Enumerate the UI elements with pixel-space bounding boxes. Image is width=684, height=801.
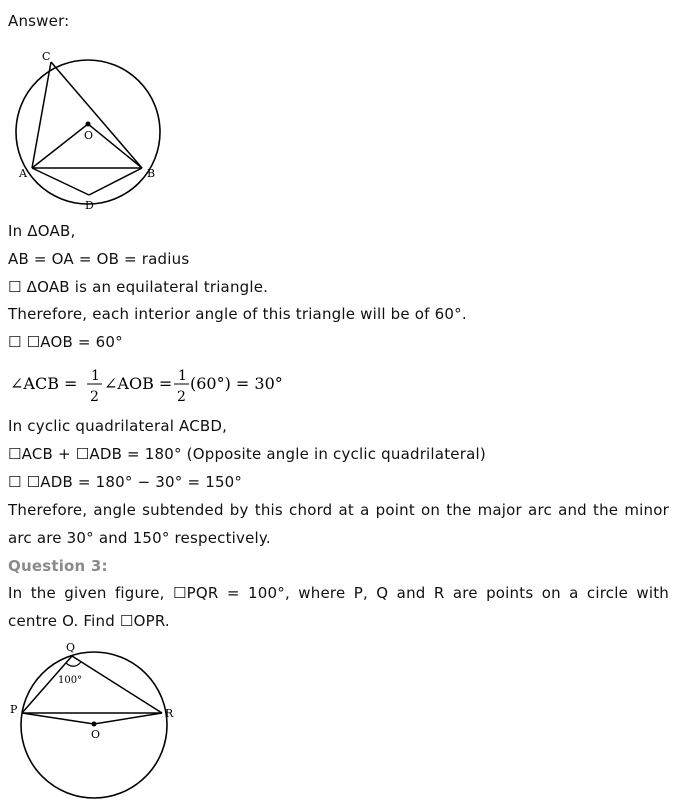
text-line-3: ☐ ΔOAB is an equilateral triangle. (8, 278, 269, 296)
formula-num1: 1 (91, 368, 100, 384)
label-c: C (42, 50, 51, 63)
angle-formula (8, 366, 308, 414)
label-d: D (85, 199, 94, 212)
radius-oa (32, 124, 88, 168)
formula-den1: 2 (90, 389, 99, 405)
text-line-6: In cyclic quadrilateral ACBD, (8, 417, 228, 435)
answer-label: Answer: (8, 12, 70, 30)
label-q: Q (66, 641, 76, 654)
formula-lhs: ∠ACB = (10, 374, 78, 393)
label-p: P (10, 703, 18, 716)
text-line-7: ☐ACB + ☐ADB = 180° (Opposite angle in cyclic quadrilateral) (8, 445, 486, 463)
text-line-9: Therefore, angle subtended by this chord at a point on the major arc and the minor (8, 501, 669, 519)
circle-figure-pqr (8, 640, 178, 801)
label-a: A (19, 167, 27, 180)
circle-figure-acbd (14, 46, 164, 216)
label-b: B (147, 167, 156, 180)
text-line-4: Therefore, each interior angle of this triangle will be of 60°. (8, 305, 467, 323)
text-line-1: In ΔOAB, (8, 222, 76, 240)
question-line-1: In the given figure, ☐PQR = 100°, where P, Q and R are points on a circle with (8, 584, 669, 602)
centre-dot (86, 122, 91, 127)
centre-dot-2 (92, 722, 97, 727)
text-line-8: ☐ ☐ADB = 180° − 30° = 150° (8, 473, 243, 491)
radius-op (22, 713, 94, 724)
text-line-2: AB = OA = OB = radius (8, 250, 190, 268)
question-heading: Question 3: (8, 557, 108, 575)
formula-rhs: (60°) = 30° (190, 374, 283, 393)
formula-mid: ∠AOB = (104, 374, 173, 393)
formula-num2: 1 (178, 368, 187, 384)
radius-ob (88, 124, 142, 168)
label-o-2: O (91, 728, 101, 741)
text-line-5: ☐ ☐AOB = 60° (8, 333, 123, 351)
angle-arc-q (66, 662, 81, 666)
label-r: R (165, 707, 174, 720)
chord-db (89, 168, 142, 195)
chord-qr (72, 656, 162, 713)
question-line-2: centre O. Find ☐OPR. (8, 612, 170, 630)
text-line-10: arc are 30° and 150° respectively. (8, 529, 271, 547)
formula-den2: 2 (177, 389, 186, 405)
chord-ad (32, 168, 89, 195)
label-o: O (84, 129, 94, 142)
radius-or (94, 713, 162, 724)
chord-cb (51, 62, 142, 168)
label-angle-100: 100° (58, 675, 83, 686)
